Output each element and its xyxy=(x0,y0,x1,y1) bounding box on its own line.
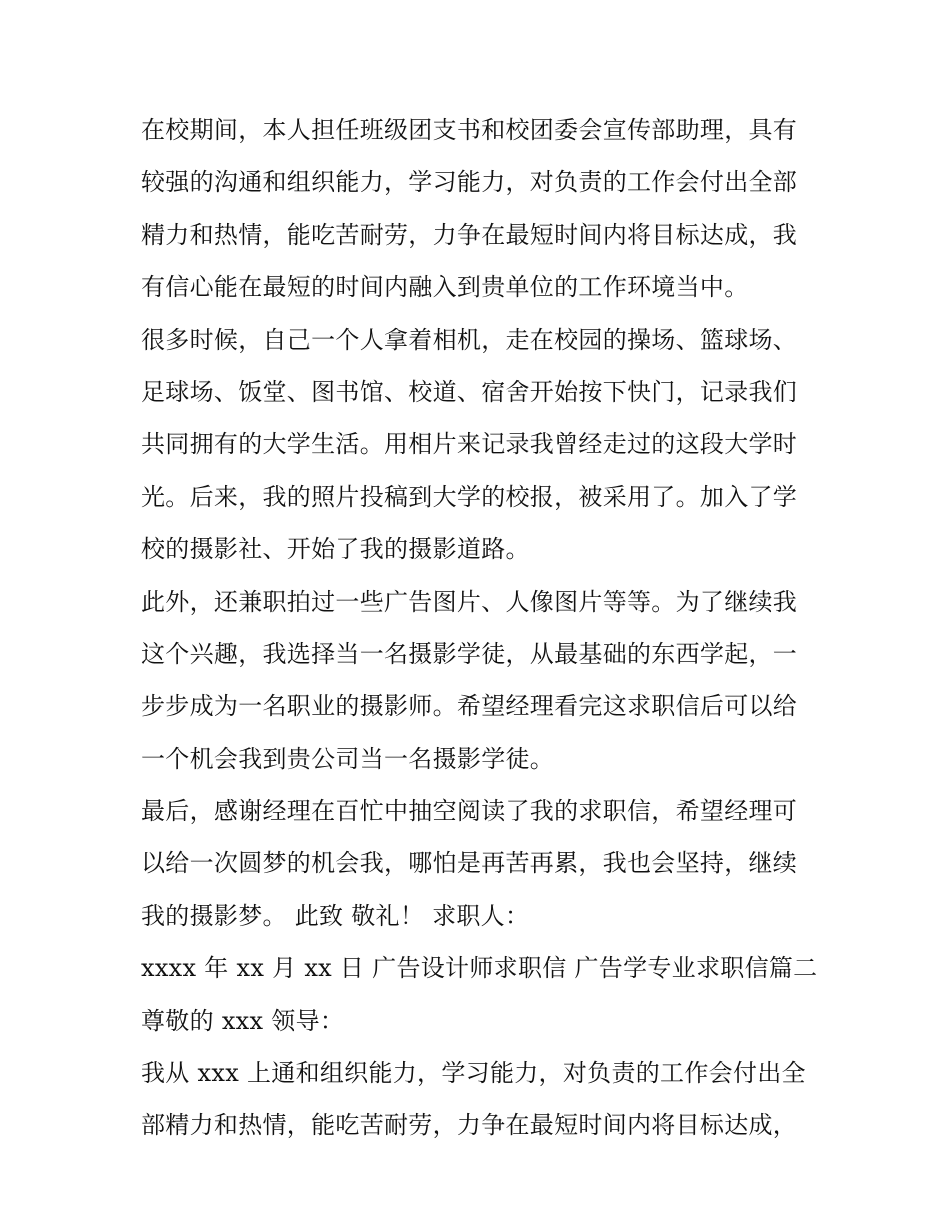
text-line: 部精力和热情，能吃苦耐劳，力争在最短时间内将目标达成， xyxy=(141,1111,798,1140)
text-line: 这个兴趣，我选择当一名摄影学徒，从最基础的东西学起，一 xyxy=(141,639,798,668)
document-body xyxy=(141,104,818,1152)
text-line: 在校期间，本人担任班级团支书和校团委会宣传部助理，具有 xyxy=(141,116,798,144)
text-line: 尊敬的 xxx 领导： xyxy=(141,1006,345,1035)
text-line: 精力和热情，能吃苦耐劳，力争在最短时间内将目标达成，我 xyxy=(141,220,798,249)
text-line: 我从 xxx 上通和组织能力，学习能力，对负责的工作会付出全 xyxy=(141,1059,806,1088)
text-line: 以给一次圆梦的机会我，哪怕是再苦再累，我也会坚持，继续 xyxy=(141,849,798,878)
text-line: 校的摄影社、开始了我的摄影道路。 xyxy=(141,535,530,564)
text-line: xxxx 年 xx 月 xx 日 广告设计师求职信 广告学专业求职信篇二 xyxy=(141,954,818,983)
text-line: 足球场、饭堂、图书馆、校道、宿舍开始按下快门，记录我们 xyxy=(141,377,798,406)
text-line: 我的摄影梦。 此致 敬礼！ 求职人： xyxy=(141,901,530,930)
text-line: 步步成为一名职业的摄影师。希望经理看完这求职信后可以给 xyxy=(141,692,798,721)
text-line: 此外，还兼职拍过一些广告图片、人像图片等等。为了继续我 xyxy=(141,587,798,616)
text-line: 最后，感谢经理在百忙中抽空阅读了我的求职信，希望经理可 xyxy=(141,797,798,826)
text-line: 光。后来，我的照片投稿到大学的校报，被采用了。加入了学 xyxy=(141,482,798,511)
text-line: 共同拥有的大学生活。用相片来记录我曾经走过的这段大学时 xyxy=(141,430,798,459)
text-line: 较强的沟通和组织能力，学习能力，对负责的工作会付出全部 xyxy=(141,168,798,197)
text-line: 很多时候，自己一个人拿着相机，走在校园的操场、篮球场、 xyxy=(141,325,798,354)
text-line: 一个机会我到贵公司当一名摄影学徒。 xyxy=(141,744,555,773)
text-line: 有信心能在最短的时间内融入到贵单位的工作环境当中。 xyxy=(141,273,749,302)
